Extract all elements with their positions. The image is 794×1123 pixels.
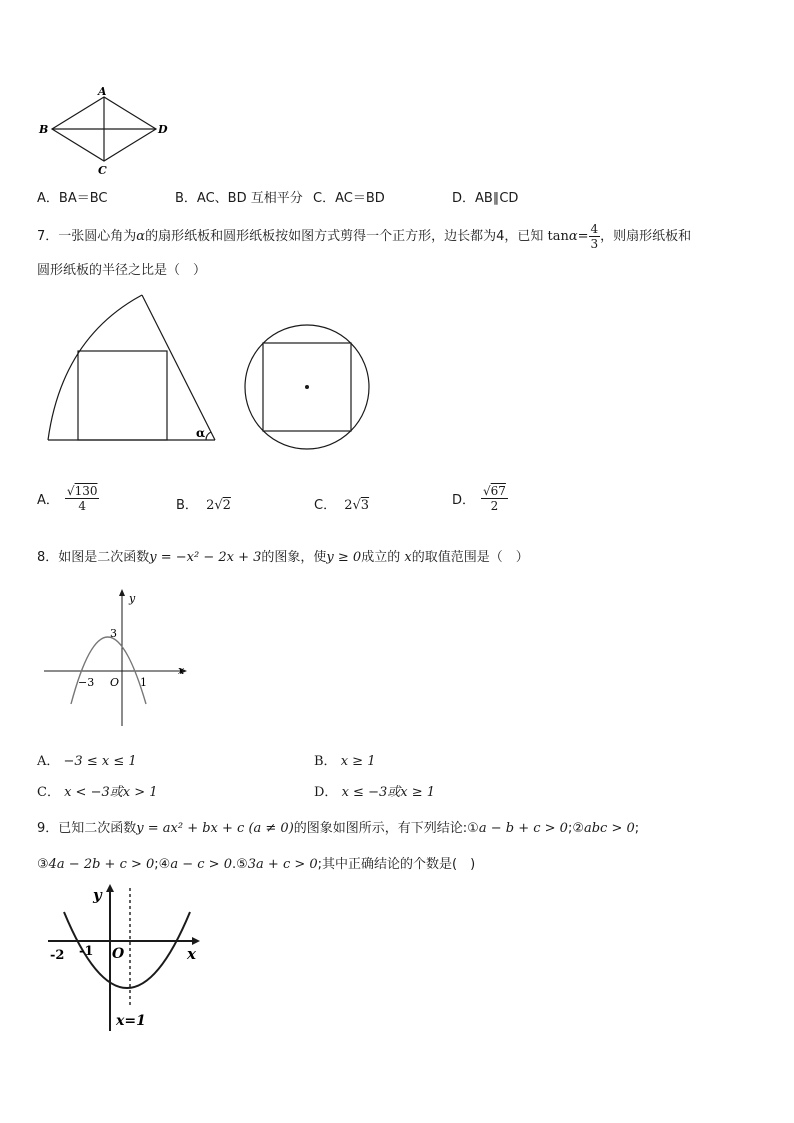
q9-text: 9．已知二次函数 <box>37 821 137 836</box>
option-letter: A． <box>37 493 59 508</box>
q8-variable: x <box>404 550 412 565</box>
radicand: 3 <box>360 498 370 513</box>
angle-mark <box>206 432 211 440</box>
label-c: C <box>98 164 107 177</box>
x-axis-label: x <box>178 664 185 677</box>
fraction-numerator: √67 <box>483 484 506 498</box>
conclusion-1: a − b + c > 0 <box>478 821 568 836</box>
q8-option-c[interactable] <box>37 781 158 800</box>
q8-text: 的图象，使 <box>261 550 327 565</box>
origin-label: O <box>110 676 120 689</box>
q8-option-a[interactable] <box>37 750 137 769</box>
sector-square <box>78 351 167 440</box>
root-1-label: 1 <box>140 676 147 689</box>
q9-text: ;其中正确结论的个数是( ) <box>317 857 476 872</box>
coefficient: 2 <box>206 498 215 513</box>
conclusion-3: 4a − 2b + c > 0 <box>48 857 155 872</box>
q7-text: ，则扇形纸板和 <box>600 229 692 244</box>
symmetry-axis-label: x=1 <box>116 1013 146 1029</box>
q7-text: 7．一张圆心角为 <box>37 229 137 244</box>
origin-label: O <box>112 946 125 962</box>
q9-text: ; <box>634 821 640 836</box>
option-text: AC＝BD <box>335 191 385 206</box>
q9-text: .⑤ <box>231 857 248 872</box>
option-letter: C． <box>314 498 337 513</box>
q7-option-a[interactable] <box>37 484 99 513</box>
q9-text: ;④ <box>154 857 171 872</box>
root-neg3-label: −3 <box>78 676 95 689</box>
x-axis-arrow <box>192 937 200 945</box>
q9-text: 的图象如图所示，有下列结论:① <box>293 821 479 836</box>
q8-parabola-graph <box>40 588 190 728</box>
label-d: D <box>158 123 168 136</box>
q6-option-b[interactable] <box>175 187 303 206</box>
conclusion-4: a − c > 0 <box>170 857 232 872</box>
option-letter: B． <box>175 191 197 206</box>
y-axis-arrow <box>106 884 114 892</box>
option-value: 2√2 <box>206 498 231 513</box>
q8-condition: y ≥ 0 <box>326 550 362 565</box>
q8-formula: y = −x² − 2x + 3 <box>149 550 262 565</box>
q8-text: 8．如图是二次函数 <box>37 550 150 565</box>
q9-formula: y = ax² + bx + c (a ≠ 0) <box>136 821 294 836</box>
fraction-numerator: 4 <box>590 222 599 236</box>
option-letter: B． <box>176 498 198 513</box>
q8-option-d[interactable] <box>314 781 435 800</box>
option-text: −3 ≤ x ≤ 1 <box>63 754 137 769</box>
option-letter: C． <box>313 191 336 206</box>
x-axis-label: x <box>187 945 196 963</box>
q6-option-d[interactable] <box>452 187 518 206</box>
q7-option-c[interactable] <box>314 494 369 513</box>
fraction-denominator: 2 <box>490 499 499 513</box>
tan-fraction <box>589 222 601 251</box>
q9-text: ③ <box>37 857 49 872</box>
q6-option-a[interactable] <box>37 187 108 206</box>
q8-option-b[interactable] <box>314 750 375 769</box>
option-text: AB∥CD <box>475 191 519 206</box>
option-letter: D． <box>452 191 476 206</box>
fraction-numerator: √130 <box>66 484 98 498</box>
q7-stem-line2: 圆形纸板的半径之比是（ ） <box>37 263 207 278</box>
y-axis-label: y <box>129 592 136 605</box>
tan-symbol: tan <box>547 229 569 244</box>
rhombus-figure <box>34 84 174 179</box>
fraction-denominator: 3 <box>590 237 599 251</box>
radicand: 67 <box>490 484 506 498</box>
radicand: 2 <box>222 498 231 513</box>
option-letter: A． <box>37 191 59 206</box>
q7-option-d[interactable] <box>452 484 508 513</box>
circle-center-dot <box>305 385 309 389</box>
sector-figure <box>40 288 225 448</box>
tick-neg1-label: -1 <box>79 944 94 959</box>
option-text: x ≥ 1 <box>340 754 376 769</box>
option-fraction <box>65 484 100 513</box>
y-intercept-label: 3 <box>110 627 117 640</box>
option-letter: A． <box>37 754 60 769</box>
q9-stem-line2 <box>37 853 475 872</box>
circle-figure <box>240 320 380 455</box>
option-text: AC、BD 互相平分 <box>196 191 303 206</box>
q8-text: 成立的 <box>361 550 401 565</box>
q8-text: 的取值范围是（ ） <box>411 550 529 565</box>
option-text: x < −3或x > 1 <box>64 785 158 800</box>
tick-neg2-label: -2 <box>50 948 65 963</box>
y-axis-arrow <box>119 589 125 596</box>
conclusion-2: abc > 0 <box>583 821 635 836</box>
q9-stem-line1 <box>37 817 639 836</box>
q9-text: ;② <box>567 821 584 836</box>
option-letter: B． <box>314 754 337 769</box>
option-letter: C． <box>37 785 60 800</box>
alpha-label: α <box>196 426 206 440</box>
q7-stem-line1 <box>37 222 691 251</box>
option-value: 2√3 <box>344 498 370 513</box>
conclusion-5: 3a + c > 0 <box>247 857 318 872</box>
y-axis-label: y <box>93 886 102 904</box>
option-text: BA＝BC <box>58 191 108 206</box>
q7-option-b[interactable] <box>176 494 231 513</box>
equals-sign: = <box>577 229 589 244</box>
option-text: x ≤ −3或x ≥ 1 <box>341 785 435 800</box>
option-letter: D． <box>314 785 338 800</box>
q8-stem <box>37 546 529 565</box>
label-b: B <box>39 123 49 136</box>
alpha-symbol: α <box>568 229 578 244</box>
option-fraction <box>481 484 508 513</box>
q6-option-c[interactable] <box>313 187 385 206</box>
q7-text: 的扇形纸板和圆形纸板按如图方式剪得一个正方形，边长都为4，已知 <box>145 229 544 244</box>
option-letter: D． <box>452 493 476 508</box>
radicand: 130 <box>74 484 98 498</box>
coefficient: 2 <box>344 498 353 513</box>
alpha-symbol: α <box>136 229 146 244</box>
q9-parabola-graph <box>44 884 209 1034</box>
fraction-denominator: 4 <box>78 499 86 513</box>
label-a: A <box>98 85 107 98</box>
sector-arc <box>48 295 142 440</box>
sector-radius-slant <box>142 295 215 440</box>
